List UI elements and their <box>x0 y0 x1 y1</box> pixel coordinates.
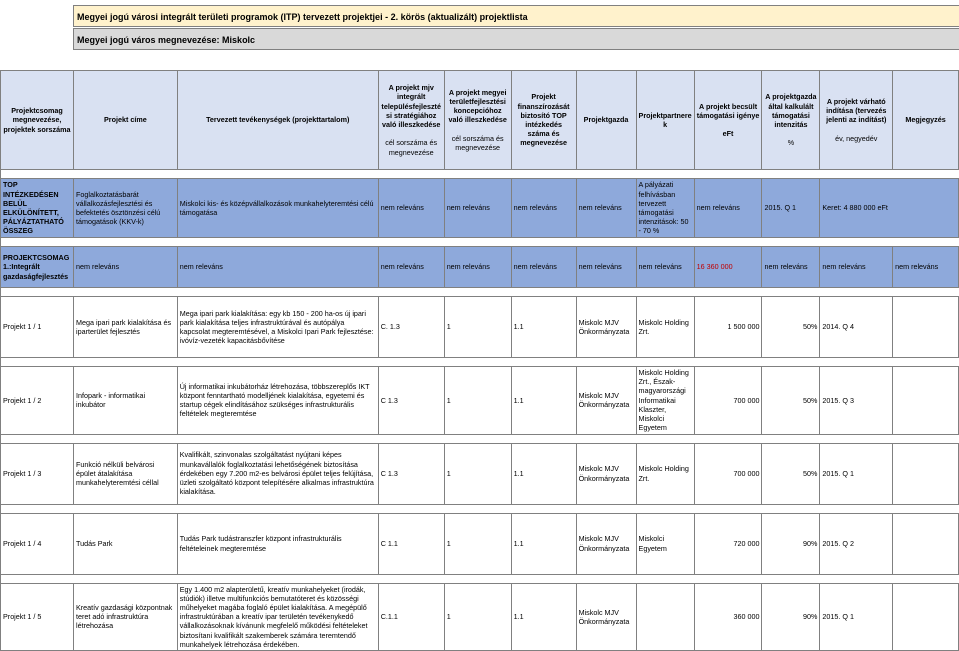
project-intensity: 90% <box>762 583 820 651</box>
project-owner: Miskolc MJV Önkormányzata <box>576 513 636 574</box>
package-county: nem releváns <box>444 247 511 288</box>
project-activities: Kvalifikált, szinvonalas szolgáltatást nyújtani képes munkavállalók foglalkoztatási lehetőségének biztosítása érdekében egy 7.200 m2-es belvárosi épület teljes felújítása, üzleti szolgáltató központ telepítésére alkalmas infrastruktúra kialakítása. <box>177 443 378 504</box>
table-row <box>1 297 959 358</box>
project-intensity: 50% <box>762 297 820 358</box>
top-measure-row <box>1 179 959 238</box>
col-header-start-main: A projekt várható indítása (tervezés jelenti az indítást) <box>826 96 887 125</box>
project-title: Mega ipari park kialakítása és iparterület fejlesztés <box>73 297 177 358</box>
table-row <box>1 367 959 435</box>
col-header-county <box>444 71 511 170</box>
project-title: Funkció nélküli belvárosi épület átalakítása munkahelyteremtési céllal <box>73 443 177 504</box>
package-title: nem releváns <box>73 247 177 288</box>
document-title: Megyei jogú városi integrált területi programok (ITP) tervezett projektjei - 2. körös (aktualizált) projektlista <box>73 5 959 27</box>
project-partners: Miskolc Holding Zrt., Észak-magyarországi Informatikai Klaszter, Miskolci Egyetem <box>636 367 694 435</box>
col-header-notes: Megjegyzés <box>893 71 959 170</box>
project-amount: 700 000 <box>694 443 762 504</box>
table-row <box>1 583 959 651</box>
project-notes <box>893 297 959 358</box>
project-top: 1.1 <box>511 297 576 358</box>
project-activities: Egy 1.400 m2 alapterületű, kreatív munkahelyeket (irodák, stúdiók) illetve multifunkciós bemutatóteret és közösségi műhelyeket magába foglaló épület kialakítása. A megépülő infrastruktúrában a kreatív ipar területén tevékenykedő vállalkozásoknak kívánunk megfelelő működési feltételeket biztosítani kvalifikált szakemberek számára teremtendő munkahelyek létrehozása érdekében. <box>177 583 378 651</box>
col-header-title: Projekt címe <box>73 71 177 170</box>
project-title: Kreatív gazdasági központnak teret adó infrastruktúra létrehozása <box>73 583 177 651</box>
col-header-activities: Tervezett tevékenységek (projekttartalom) <box>177 71 378 170</box>
package-partners: nem releváns <box>636 247 694 288</box>
city-name-row: Megyei jogú város megnevezése: Miskolc <box>73 28 959 50</box>
project-notes <box>893 367 959 435</box>
project-county: 1 <box>444 297 511 358</box>
package-top: nem releváns <box>511 247 576 288</box>
project-partners <box>636 583 694 651</box>
col-header-owner: Projektgazda <box>576 71 636 170</box>
col-header-intensity-main: A projektgazda által kalkulált támogatási intenzitás <box>765 92 817 129</box>
col-header-amount-main: A projekt becsült támogatási igénye <box>696 101 760 120</box>
project-county: 1 <box>444 583 511 651</box>
project-notes <box>893 583 959 651</box>
col-header-amount <box>694 71 762 170</box>
col-header-county-main: A projekt megyei területfejlesztési koncepcióhoz való illeszkedése <box>448 87 507 125</box>
project-number: Projekt 1 / 1 <box>1 297 74 358</box>
package-label: PROJEKTCSOMAG 1.:Integrált gazdaságfejlesztés <box>1 247 74 288</box>
project-number: Projekt 1 / 2 <box>1 367 74 435</box>
project-strategy: C. 1.3 <box>378 297 444 358</box>
top-row-partners: A pályázati felhívásban tervezett támogatási intenzitások: 50 - 70 % <box>636 179 694 238</box>
column-header-row <box>1 71 959 170</box>
project-start: 2015. Q 1 <box>820 583 893 651</box>
project-top: 1.1 <box>511 367 576 435</box>
project-amount: 360 000 <box>694 583 762 651</box>
project-top: 1.1 <box>511 513 576 574</box>
project-owner: Miskolc MJV Önkormányzata <box>576 583 636 651</box>
spacer-row <box>1 574 959 583</box>
col-header-start-unit: év, negyedév <box>835 133 878 143</box>
col-header-partners: Projektpartnere k <box>636 71 694 170</box>
project-notes <box>893 443 959 504</box>
col-header-amount-unit: eFt <box>722 129 734 139</box>
project-top: 1.1 <box>511 443 576 504</box>
top-row-activities: Miskolci kis- és középvállalkozások munkahelyteremtési célú támogatása <box>177 179 378 238</box>
col-header-strategy <box>378 71 444 170</box>
package-row <box>1 247 959 288</box>
project-start: 2015. Q 2 <box>820 513 893 574</box>
project-activities: Mega ipari park kialakítása: egy kb 150 - 200 ha-os új ipari park kialakítása teljes infrastruktúrával és autópálya kapcsolat megteremtésével, a Miskolci Ipari Park fejlesztése: ivóvíz-vezeték kapacitásbővítése <box>177 297 378 358</box>
project-number: Projekt 1 / 5 <box>1 583 74 651</box>
spacer-row <box>1 288 959 297</box>
project-partners: Miskolc Holding Zrt. <box>636 297 694 358</box>
top-row-notes: Keret: 4 880 000 eFt <box>820 179 959 238</box>
project-amount: 1 500 000 <box>694 297 762 358</box>
project-strategy: C.1.1 <box>378 583 444 651</box>
top-row-owner: nem releváns <box>576 179 636 238</box>
spacer-row <box>1 358 959 367</box>
table-row <box>1 513 959 574</box>
package-notes: nem releváns <box>893 247 959 288</box>
project-owner: Miskolc MJV Önkormányzata <box>576 367 636 435</box>
package-owner: nem releváns <box>576 247 636 288</box>
project-county: 1 <box>444 443 511 504</box>
top-row-title: Foglalkoztatásbarát vállalkozásfejlesztési és befektetés ösztönzési célú támogatások (KKV-k) <box>73 179 177 238</box>
project-start: 2014. Q 4 <box>820 297 893 358</box>
col-header-package: Projektcsomag megnevezése, projektek sorszáma <box>1 71 74 170</box>
top-row-label: TOP INTÉZKEDÉSEN BELÜL ELKÜLÖNÍTETT, PÁLYÁZTATHATÓ ÖSSZEG <box>1 179 74 238</box>
project-top: 1.1 <box>511 583 576 651</box>
project-owner: Miskolc MJV Önkormányzata <box>576 297 636 358</box>
top-row-amount: nem releváns <box>694 179 762 238</box>
project-start: 2015. Q 1 <box>820 443 893 504</box>
project-county: 1 <box>444 367 511 435</box>
project-intensity: 50% <box>762 443 820 504</box>
col-header-start <box>820 71 893 170</box>
project-activities: Új informatikai inkubátorház létrehozása, többszereplős IKT központ fenntartható modelljének kialakítása, egyetemi és startup cégek elindításához szükséges infrastrukturális feltételek megteremtése <box>177 367 378 435</box>
col-header-strategy-main: A projekt mjv integrált településfejleszté si stratégiához való illeszkedése <box>381 83 441 129</box>
spacer-row <box>1 504 959 513</box>
package-activities: nem releváns <box>177 247 378 288</box>
top-row-county: nem releváns <box>444 179 511 238</box>
project-county: 1 <box>444 513 511 574</box>
col-header-strategy-sub: cél sorszáma és megnevezése <box>385 138 438 157</box>
project-title: Infopark - informatikai inkubátor <box>73 367 177 435</box>
project-amount: 720 000 <box>694 513 762 574</box>
project-partners: Miskolci Egyetem <box>636 513 694 574</box>
top-row-top: nem releváns <box>511 179 576 238</box>
spacer-row <box>1 238 959 247</box>
top-row-intensity: 2015. Q 1 <box>762 179 820 238</box>
project-title: Tudás Park <box>73 513 177 574</box>
top-row-strategy: nem releváns <box>378 179 444 238</box>
project-owner: Miskolc MJV Önkormányzata <box>576 443 636 504</box>
package-amount: 16 360 000 <box>694 247 762 288</box>
project-strategy: C 1.1 <box>378 513 444 574</box>
package-strategy: nem releváns <box>378 247 444 288</box>
project-table <box>0 70 959 651</box>
project-start: 2015. Q 3 <box>820 367 893 435</box>
col-header-intensity-unit: % <box>787 138 795 148</box>
project-notes <box>893 513 959 574</box>
project-strategy: C 1.3 <box>378 443 444 504</box>
package-start: nem releváns <box>820 247 893 288</box>
project-strategy: C 1.3 <box>378 367 444 435</box>
package-intensity: nem releváns <box>762 247 820 288</box>
project-partners: Miskolc Holding Zrt. <box>636 443 694 504</box>
project-number: Projekt 1 / 3 <box>1 443 74 504</box>
project-activities: Tudás Park tudástranszfer központ infrastrukturális feltételeinek megteremtése <box>177 513 378 574</box>
project-number: Projekt 1 / 4 <box>1 513 74 574</box>
spacer-row <box>1 170 959 179</box>
project-intensity: 50% <box>762 367 820 435</box>
table-row <box>1 443 959 504</box>
project-amount: 700 000 <box>694 367 762 435</box>
spacer-row <box>1 434 959 443</box>
col-header-top: Projekt finanszírozását biztosító TOP intézkedés száma és megnevezése <box>511 71 576 170</box>
project-intensity: 90% <box>762 513 820 574</box>
col-header-intensity <box>762 71 820 170</box>
col-header-county-sub: cél sorszáma és megnevezése <box>451 133 504 153</box>
